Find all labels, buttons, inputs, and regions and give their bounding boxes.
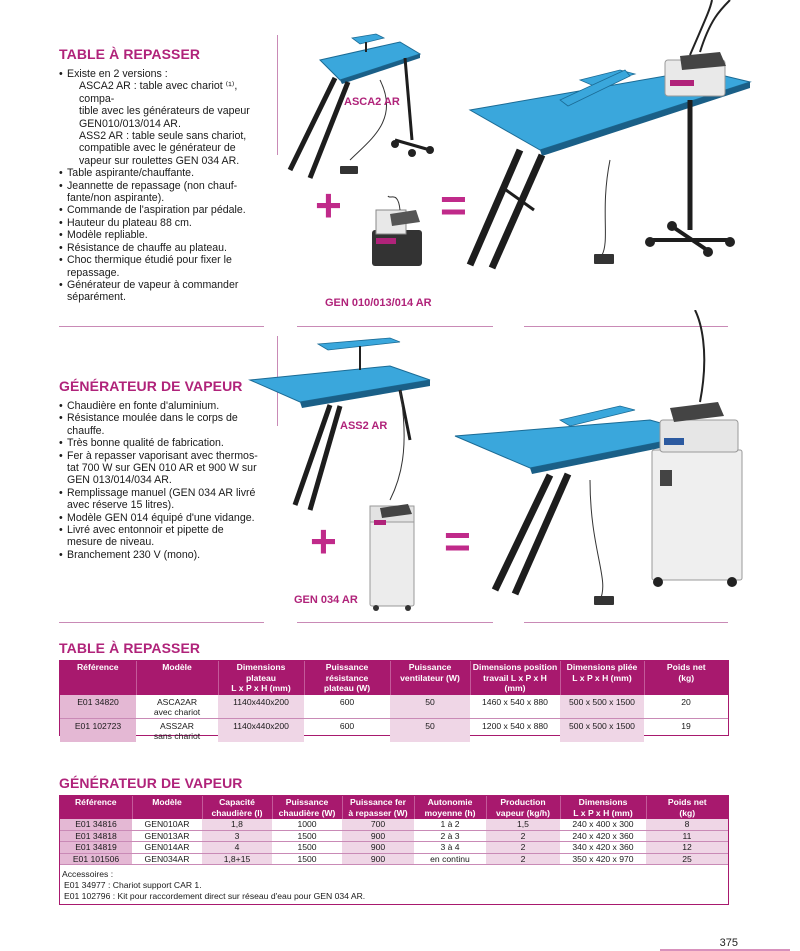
column-header: Capacité chaudière (l) — [202, 796, 272, 819]
feature-item: • Très bonne qualité de fabrication. — [59, 437, 271, 449]
cell: 1 à 2 — [414, 819, 486, 830]
cell: 340 x 420 x 360 — [560, 842, 646, 854]
cell-reference: E01 102723 — [60, 718, 136, 742]
cell: en continu — [414, 853, 486, 865]
cell: 1460 x 540 x 880 — [470, 695, 560, 719]
feature-item: • Chaudière en fonte d'aluminium. — [59, 400, 271, 412]
feature-item: ASCA2 AR : table avec chariot ⁽¹⁾, compa- — [79, 80, 238, 105]
feature-item: • Résistance moulée dans le corps de — [59, 412, 271, 424]
table-row — [60, 830, 728, 842]
cell: 25 — [646, 853, 728, 865]
cell: 4 — [202, 842, 272, 854]
feature-item: vapeur sur roulettes GEN 034 AR. — [79, 154, 240, 167]
feature-item: GEN 013/014/034 AR. — [67, 474, 172, 487]
section-title-table: TABLE À REPASSER — [59, 46, 201, 62]
table-title-table: TABLE À REPASSER — [59, 640, 201, 656]
cell: 900 — [342, 842, 414, 854]
feature-item: • Hauteur du plateau 88 cm. — [59, 217, 271, 229]
ironing-table-large-icon — [470, 0, 750, 268]
column-header: Puissance ventilateur (W) — [390, 661, 470, 695]
cell-model: GEN034AR — [132, 853, 202, 865]
cell-reference: E01 34819 — [60, 842, 132, 854]
feature-item: fante/non aspirante). — [67, 192, 165, 205]
equals-sign: = — [440, 179, 467, 231]
cell: 2 à 3 — [414, 830, 486, 842]
feature-item: • Jeannette de repassage (non chauf- — [59, 180, 271, 192]
table-row — [60, 819, 728, 830]
page-number: 375 — [719, 937, 738, 949]
feature-item: • Livré avec entonnoir et pipette de — [59, 524, 271, 536]
divider — [277, 35, 278, 155]
column-header: Modèle — [132, 796, 202, 819]
cell: 50 — [390, 718, 470, 742]
column-header: Production vapeur (kg/h) — [486, 796, 560, 819]
feature-item: • Choc thermique étudié pour fixer le — [59, 254, 271, 266]
cell: 1,8+15 — [202, 853, 272, 865]
cell: 600 — [304, 695, 390, 719]
cell-reference: E01 34818 — [60, 830, 132, 842]
cell: 1500 — [272, 842, 342, 854]
feature-item: mesure de niveau. — [67, 536, 155, 549]
cell: 1,8 — [202, 819, 272, 830]
label-gen010: GEN 010/013/014 AR — [325, 297, 432, 309]
divider — [59, 326, 264, 327]
divider — [524, 622, 728, 623]
feature-item: • Commande de l'aspiration par pédale. — [59, 204, 271, 216]
cell-model: ASCA2AR avec chariot — [136, 695, 218, 719]
cell-model: ASS2AR sans chariot — [153, 720, 201, 741]
column-header: Modèle — [136, 661, 218, 695]
cell-model: GEN014AR — [132, 842, 202, 854]
feature-item: séparément. — [67, 291, 126, 304]
divider — [297, 622, 493, 623]
table-row — [60, 853, 728, 865]
cell: 2 — [486, 842, 560, 854]
feature-item: chauffe. — [67, 424, 105, 437]
accessory-item: E01 34977 : Chariot support CAR 1. — [64, 880, 202, 890]
cell: 350 x 420 x 970 — [560, 853, 646, 865]
feature-item: • Remplissage manuel (GEN 034 AR livré — [59, 487, 271, 499]
cell: 1140x440x200 — [218, 718, 304, 742]
label-asca2: ASCA2 AR — [344, 96, 400, 108]
cell: 3 à 4 — [414, 842, 486, 854]
feature-item: • Existe en 2 versions : — [59, 68, 271, 80]
feature-item: avec réserve 15 litres). — [67, 499, 175, 512]
column-header: Référence — [60, 796, 132, 819]
feature-item: • Modèle repliable. — [59, 229, 271, 241]
feature-item: • Résistance de chauffe au plateau. — [59, 242, 271, 254]
accessories-title: Accessoires : — [62, 869, 114, 879]
cell: 2 — [486, 853, 560, 865]
accessories-note — [62, 869, 365, 902]
cell: 900 — [342, 830, 414, 842]
accessory-item: E01 102796 : Kit pour raccordement direct sur réseau d'eau pour GEN 034 AR. — [64, 891, 366, 901]
feature-item: • Table aspirante/chauffante. — [59, 167, 271, 179]
cell: 500 x 500 x 1500 — [560, 695, 644, 719]
table-title-generator: GÉNÉRATEUR DE VAPEUR — [59, 775, 243, 791]
cell: 600 — [339, 720, 355, 731]
steam-generator-rolling-small-icon — [370, 504, 414, 611]
cell: 500 x 500 x 1500 — [560, 718, 644, 742]
column-header: Poids net (kg) — [644, 661, 728, 695]
cell: 8 — [646, 819, 728, 830]
cell: 20 — [644, 695, 728, 719]
table-feature-list — [59, 68, 271, 304]
cell-reference: E01 34816 — [60, 819, 132, 830]
column-header: Dimensions pliée L x P x H (mm) — [560, 661, 644, 695]
feature-item: repassage. — [67, 266, 120, 279]
table-row — [60, 695, 728, 719]
cell: 1000 — [272, 819, 342, 830]
column-header: Poids net (kg) — [646, 796, 728, 819]
cell: 19 — [681, 720, 691, 731]
cell: 240 x 420 x 360 — [560, 830, 646, 842]
column-header: Dimensions L x P x H (mm) — [560, 796, 646, 819]
column-header: Autonomie moyenne (h) — [414, 796, 486, 819]
cell: 240 x 400 x 300 — [560, 819, 646, 830]
table-row — [60, 842, 728, 854]
feature-item: • Modèle GEN 014 équipé d'une vidange. — [59, 512, 271, 524]
column-header: Puissance chaudière (W) — [272, 796, 342, 819]
column-header: Dimensions plateau L x P x H (mm) — [218, 661, 304, 695]
cell-reference: E01 101506 — [60, 853, 132, 865]
column-header: Référence — [60, 661, 136, 695]
cell: 12 — [646, 842, 728, 854]
feature-item: GEN010/013/014 AR. — [79, 117, 181, 130]
table-header-row — [60, 661, 728, 695]
cell: 3 — [202, 830, 272, 842]
cell: 1,5 — [486, 819, 560, 830]
plus-sign: + — [315, 179, 342, 231]
cell-reference: E01 34820 — [60, 695, 136, 719]
feature-item: • Fer à repasser vaporisant avec thermos- — [59, 450, 271, 462]
cell-model: GEN013AR — [132, 830, 202, 842]
cell: 2 — [486, 830, 560, 842]
equals-sign: = — [444, 515, 471, 567]
cell: 1140x440x200 — [218, 695, 304, 719]
label-gen034: GEN 034 AR — [294, 594, 358, 606]
cell-model: GEN010AR — [132, 819, 202, 830]
feature-item: tible avec les générateurs de vapeur — [79, 105, 250, 118]
spec-table-ironing — [60, 661, 728, 742]
section-title-generator: GÉNÉRATEUR DE VAPEUR — [59, 378, 243, 394]
feature-item: ASS2 AR : table seule sans chariot, — [79, 130, 247, 143]
cell: 1500 — [272, 830, 342, 842]
cell: 1500 — [272, 853, 342, 865]
cell: 1200 x 540 x 880 — [482, 720, 548, 731]
feature-item: compatible avec le générateur de — [79, 142, 236, 155]
feature-item: • Générateur de vapeur à commander — [59, 279, 271, 291]
cell: 50 — [390, 695, 470, 719]
column-header: Dimensions position travail L x P x H (mm) — [470, 661, 560, 695]
feature-item: • Branchement 230 V (mono). — [59, 549, 271, 561]
product-illustration-asca2 — [280, 0, 800, 320]
table-header-row — [60, 796, 728, 819]
column-header: Puissance fer à repasser (W) — [342, 796, 414, 819]
column-header: Puissance résistance plateau (W) — [304, 661, 390, 695]
plus-sign: + — [310, 515, 337, 567]
divider — [59, 622, 264, 623]
feature-item: tat 700 W sur GEN 010 AR et 900 W sur — [67, 462, 257, 475]
label-ass2: ASS2 AR — [340, 420, 388, 432]
product-illustration-ass2 — [240, 310, 800, 620]
ironing-table-large-icon — [455, 310, 742, 605]
spec-table-generator — [60, 796, 728, 865]
cell: 700 — [342, 819, 414, 830]
cell: 11 — [646, 830, 728, 842]
cell: 900 — [342, 853, 414, 865]
table-row — [60, 718, 728, 742]
steam-generator-small-icon — [372, 196, 422, 266]
